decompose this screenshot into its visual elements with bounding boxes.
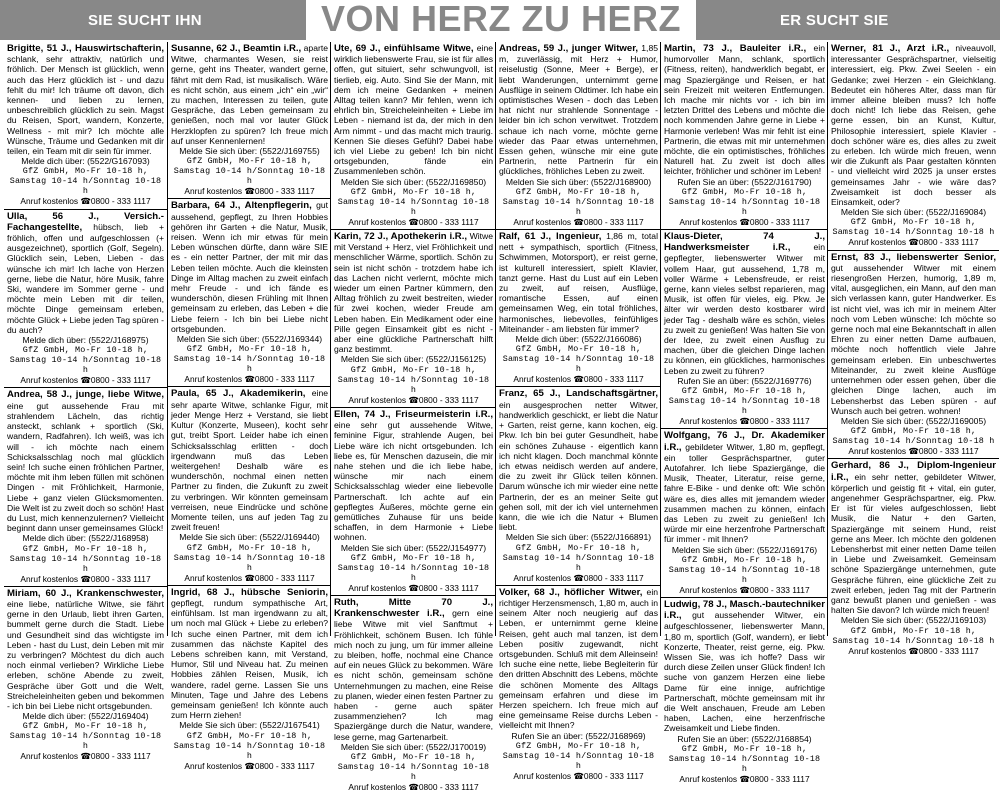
agency-hours: Samstag 10-14 h/Sonntag 10-18 h <box>502 750 655 771</box>
agency-hours: Samstag 10-14 h/Sonntag 10-18 h <box>173 166 326 187</box>
agency-hours: Samstag 10-14 h/Sonntag 10-18 h <box>668 753 821 774</box>
agency-name: GfZ GmbH, Mo-Fr 10-18 h, <box>186 542 313 553</box>
ad-reference: Melden Sie sich über: (5522/J166891) <box>505 532 652 543</box>
agency-phone[interactable]: Anruf kostenlos ☎0800 - 333 1117 <box>848 446 979 457</box>
ad-reference: Melde dich über: (5522/J166086) <box>515 334 642 345</box>
ad-headline: Miriam, 60 J., Krankenschwester, <box>7 587 164 599</box>
agency-hours: Samstag 10-14 h/Sonntag 10-18 h <box>337 374 490 395</box>
ad-column-4 <box>495 42 661 781</box>
ad-column-5 <box>660 42 828 784</box>
ad-reference: Melden Sie sich über: (5522/J169103) <box>840 615 987 626</box>
classified-ad <box>4 42 167 210</box>
ad-headline: Brigitte, 51 J., Hauswirtschafterin, <box>7 43 164 54</box>
classified-ad <box>496 230 661 387</box>
ad-headline: Gerhard, 86 J., Diplom-Ingenieur i.R., <box>831 460 996 483</box>
classified-ad <box>661 42 828 230</box>
ad-reference: Melde Sie sich über: (5522/J167541) <box>179 720 320 731</box>
agency-hours: Samstag 10-14 h/Sonntag 10-18 h <box>668 396 821 417</box>
agency-name: GfZ GmbH, Mo-Fr 10-18 h, <box>22 543 149 554</box>
ad-text: 1,86 m, total nett + sympathisch, sportlich (Fitness, Schwimmen, Motorsport), er reist gerne, ist kulturell interessiert, spielt Klavier, tanzt gerne. Hast du Lust auf ein Leben zu zweit, auf reisen, Ausflüge, romantische Essen, auf einen gemeinsamen Weg, ein total fröhliches, harmonisches, liebevolles, feinfühliges Miteinander - am liebsten für immer? <box>499 231 658 334</box>
ad-text: ein gepflegter, liebenswerter Witwer mit vollem Haar, gut aussehend, 1,78 m, voller Wärme + Lebensfreude, er reist gerne, kann vieles selbst reparieren, mag Musik, ist offen für vieles, eig. Pkw. Je älter wir werden desto kostbarer wird jeder Tag - deshalb wäre es schön, vieles zu zweit zu genießen! Was halten Sie von der Idee, zu zweit einen Ausflug zu machen, über die gleichen Dinge lachen zu können, ein glückliches, harmonisches Leben zu zweit zu führen? <box>664 242 825 376</box>
agency-name: GfZ GmbH, Mo-Fr 10-18 h, <box>22 721 149 732</box>
agency-phone[interactable]: Anruf kostenlos ☎0800 - 333 1117 <box>348 216 479 227</box>
section-header <box>0 0 1000 40</box>
agency-name: GfZ GmbH, Mo-Fr 10-18 h, <box>850 625 977 636</box>
classified-ad <box>661 598 828 786</box>
agency-name: GfZ GmbH, Mo-Fr 10-18 h, <box>515 740 642 751</box>
ad-reference: Rufen Sie an über: (5522/J169776) <box>677 375 812 386</box>
ad-headline: Ruth, Mitte 70 J., Krankenschwester i.R., <box>334 596 493 620</box>
ad-column-2 <box>167 42 331 771</box>
classified-ad <box>331 596 496 794</box>
agency-name: GfZ GmbH, Mo-Fr 10-18 h, <box>22 345 149 356</box>
agency-phone[interactable]: Anruf kostenlos ☎0800 - 333 1117 <box>679 216 810 227</box>
ad-headline: Ralf, 61 J., Ingenieur, <box>499 231 602 243</box>
agency-name: GfZ GmbH, Mo-Fr 10-18 h, <box>850 426 977 437</box>
ad-headline: Andrea, 58 J., junge, liebe Witwe, <box>7 389 164 401</box>
header-left-label: SIE SUCHT IHN <box>88 12 202 29</box>
ad-reference: Rufen Sie an über: (5522/J161790) <box>677 176 812 187</box>
agency-phone[interactable]: Anruf kostenlos ☎0800 - 333 1117 <box>348 394 479 405</box>
ad-headline: Ernst, 83 J., liebenswerter Senior, <box>831 251 996 263</box>
ad-headline: Volker, 68 J., höflicher Witwer, <box>499 586 643 598</box>
header-title-box <box>306 0 696 40</box>
agency-phone[interactable]: Anruf kostenlos ☎0800 - 333 1117 <box>513 374 644 385</box>
ad-text: ein sehr netter, gebildeter Witwer, körperlich und geistig fit + vital, ein guter, angenehmer Gesprächspartner, eig. Pkw. Er ist für vieles aufgeschlossen, liebt Musik, die Natur + den Garten, Spaziergänge mit seinem Hund, reist gerne ans Meer. Ich möchte den goldenen Lebensherbst mit einer netten Dame teilen in Liebe und Zweisamkeit. Gemeinsam schöne Spaziergänge unternehmen, gute Gespräche führen, eine glückliche Zeit zu zweit erleben, jeden Tag mit der Partnerin ganz bewußt planen und genießen - was halten Sie davon? Ich würde mich freuen! <box>831 471 996 616</box>
agency-name: GfZ GmbH, Mo-Fr 10-18 h, <box>681 743 808 754</box>
agency-hours: Samstag 10-14 h/Sonntag 10-18 h <box>337 562 490 583</box>
agency-hours: Samstag 10-14 h/Sonntag 10-18 h <box>668 196 821 217</box>
agency-hours: Samstag 10-14 h/Sonntag 10-18 h <box>9 731 162 752</box>
ad-text: eine liebe, natürliche Witwe, sie fährt gerne in den Urlaub, liebt ihren Garten, bummelt gerne durch die Stadt. Liebe und Gesundheit sind das wichtigste im Leben - hast du Lust, dein Leben mit mir zu verbringen? Möchtest du dich auch noch einmal verlieben? Wirkliche Liebe erleben, schöne Abende zu zweit, Gespräche über Gott und die Welt, Streicheleinheiten geben und bekommen - ich bin bei Liebe nicht ortsgebunden. <box>7 598 164 711</box>
agency-name: GfZ GmbH, Mo-Fr 10-18 h, <box>350 751 477 762</box>
agency-name: GfZ GmbH, Mo-Fr 10-18 h, <box>681 186 808 197</box>
agency-phone[interactable]: Anruf kostenlos ☎0800 - 333 1117 <box>184 572 315 583</box>
ad-headline: Werner, 81 J., Arzt i.R., <box>831 43 950 54</box>
ad-text: gebildeter Witwer, 1,80 m, gepflegt, ein toller Gesprächspartner, guter Autofahrer. Ich liebe Spaziergänge, die Musik, Theater, Literatur, reise gerne, fahre E-Bike - und denke oft: Wie schön wäre es, dies alles mit jemandem wieder zusammen machen zu können, einfach das Leben zu zweit zu genießen! Ich würde mir eine herzenfrohe Partnerschaft für immer - mit Ihnen? <box>664 441 825 545</box>
ad-reference: Melden Sie sich über: (5522/J169344) <box>176 334 323 345</box>
classified-ad <box>496 387 661 585</box>
agency-phone[interactable]: Anruf kostenlos ☎0800 - 333 1117 <box>679 584 810 595</box>
ad-headline: Andreas, 59 J., junger Witwer, <box>499 43 639 54</box>
agency-hours: Samstag 10-14 h/Sonntag 10-18 h <box>668 564 821 585</box>
agency-name: GfZ GmbH, Mo-Fr 10-18 h, <box>681 386 808 397</box>
ad-text: Witwe mit Verstand + Herz, viel Fröhlichkeit und menschlicher Wärme, sportlich. Schön zu sein ist nicht schön - trotzdem habe ich das Lachen nicht verlernt, möchte mich wieder um einen Partner kümmern, den Alltag fröhlich zu zweit bestreiten, wieder für zwei kochen, wieder Freude am Leben haben. Ein Medikament oder eine Pille gegen Einsamkeit gibt es nicht - aber eine glückliche Partnerschaft hilft ganz bestimmt. <box>334 231 493 355</box>
ad-text: 1,85 m, zuverlässig, mit Herz + Humor, reiselustig (Sonne, Meer + Berge), er liebt Wanderungen, unternimmt gerne Ausflüge in seinem Oldtimer. Ich habe ein optimistisches Wesen - doch das Leben hat nicht nur strahlende Sonnentage - leider bin ich schon verwitwet. Trotzdem schaue ich nach vorne, möchte gerne wieder das Paar etwas unternehmen, Essen gehen, wünsche mir eine gute Partnerin, nette Partnerin für ein glückliches, fröhliches Leben zu zweit. <box>499 43 659 177</box>
ad-headline: Martin, 73 J., Bauleiter i.R., <box>664 43 807 54</box>
agency-name: GfZ GmbH, Mo-Fr 10-18 h, <box>350 186 477 197</box>
agency-phone[interactable]: Anruf kostenlos ☎0800 - 333 1117 <box>848 237 979 248</box>
classified-ad <box>661 230 828 429</box>
agency-phone[interactable]: Anruf kostenlos ☎0800 - 333 1117 <box>348 781 479 792</box>
classified-ad <box>4 388 167 586</box>
agency-hours: Samstag 10-14 h/Sonntag 10-18 h <box>832 227 995 238</box>
ad-headline: Ulla, 56 J., Versich.-Fachangestellte, <box>7 210 164 233</box>
ad-text: aparte Witwe, charmantes Wesen, sie reist gerne, geht ins Theater, wandert gerne, fährt mit dem Rad, ist musikalisch. Wäre es nicht schön, aus einem „ich“ ein „wir“ zu machen, Interessen zu teilen, gute Gespräche, das Leben gemeinsam zu genießen, noch mal vor lauter Glück Herzklopfen zu spüren? Ich freue mich auf unser Kennenlernen! <box>171 43 329 146</box>
ad-headline: Ute, 69 J., einfühlsame Witwe, <box>334 43 474 54</box>
ad-reference: Melden Sie sich über: (5522/J170019) <box>340 741 487 752</box>
ad-text: schlank, sehr attraktiv, natürlich und fröhlich. Der Mensch ist glücklich, wenn auch das Herz glücklich ist - und dazu fehlt du mir! Ich träume oft davon, dich kennen- und lieben zu lernen, unbeschreiblich glücklich zu sein. Magst du Reisen, Sport, wandern, Konzerte, Wellness - mit mir? Ich möchte alle Wünsche, Träume und Gedanken mit dir teilen, ein Team mit dir sein für immer. <box>7 54 164 157</box>
agency-phone[interactable]: Anruf kostenlos ☎0800 - 333 1117 <box>679 773 810 784</box>
ad-reference: Melden Sie sich über: (5522/J169176) <box>671 544 818 555</box>
agency-phone[interactable]: Anruf kostenlos ☎0800 - 333 1117 <box>20 375 151 386</box>
ad-headline: Ingrid, 68 J., hübsche Seniorin, <box>171 586 328 598</box>
header-right-label: ER SUCHT SIE <box>780 12 889 29</box>
header-title: VON HERZ ZU HERZ <box>320 0 681 39</box>
ad-column-1 <box>4 42 167 762</box>
ad-text: niveauvoll, interessanter Gesprächspartner, vielseitig interessiert, eig. Pkw. Zwei Seelen - ein Gedanke; zwei Herzen - ein Gleichklang. Bedeutet ein höheres Alter, dass man für immer alleine bleiben muss? Ich hoffe doch nicht! Ich liebe das Reisen, gehe gerne essen, bin an Kunst, Kultur, Philosophie interessiert, spiele Klavier - doch schöner wäre es, dies alles zu zweit zu erleben. Ich würde mich freuen, wenn wir die Zukunft als Paar gestalten könnten - und vielleicht wird 2025 ja unser erstes gemeinsames Jahr - wie wäre das? Zweisamkeit ist doch besser als Einsamkeit, oder? <box>831 43 997 208</box>
ad-reference: Melden Sie sich über: (5522/J168900) <box>505 176 652 187</box>
agency-phone[interactable]: Anruf kostenlos ☎0800 - 333 1117 <box>20 573 151 584</box>
agency-name: GfZ GmbH, Mo-Fr 10-18 h, <box>186 156 313 167</box>
ad-column-6 <box>827 42 999 656</box>
agency-phone[interactable]: Anruf kostenlos ☎0800 - 333 1117 <box>679 416 810 427</box>
ad-headline: Karin, 72 J., Apothekerin i.R., <box>334 231 468 243</box>
ad-reference: Melde dich über: (5522/G167093) <box>21 156 150 167</box>
agency-phone[interactable]: Anruf kostenlos ☎0800 - 333 1117 <box>848 645 979 656</box>
agency-name: GfZ GmbH, Mo-Fr 10-18 h, <box>350 552 477 563</box>
ad-text: gepflegt, rundum sympathische Art, einfühlsam. Ist man irgendwann zu alt, um noch mal Glück + Liebe zu erleben? Ich suche einen Partner, mit dem ich zusammen das nächste Kapitel des Lebens schreiben kann, mit Verstand, Humor, Stil und Niveau hat. Zu meinen Hobbies zählen Reisen, Musik, ich wandere, radel gerne. Lassen Sie uns Minuten, Tage und Jahre des Lebens gemeinsam genießen! Ich könnte auch zum Herrn ziehen! <box>171 597 328 721</box>
classified-ad <box>496 586 661 783</box>
ad-reference: Melde dich über: (5522/J169404) <box>22 711 149 722</box>
ad-reference: Melden Sie sich über: (5522/J156125) <box>340 354 487 365</box>
agency-name: GfZ GmbH, Mo-Fr 10-18 h, <box>515 542 642 553</box>
agency-hours: Samstag 10-14 h/Sonntag 10-18 h <box>173 354 326 375</box>
agency-name: GfZ GmbH, Mo-Fr 10-18 h, <box>186 730 313 741</box>
ad-text: eine wirklich liebenswerte Frau, sie ist für alles offen, gut situiert, sehr schwungvoll, ist tierlieb, eig. Auto. Sind Sie der Mann, mit dem ich meine Gedanken + meinen Alltag teilen kann? Mir fehlen, wenn ich ehrlich bin, Streicheleinheiten + Liebe im Leben - niemand ist da, der mich in den Arm nimmt - und das macht mich traurig. Kennen Sie dieses Gefühl? Dabei habe ich viel Liebe zu geben! Ich bin nicht ortsgebunden, fände ein Zusammenleben schön. <box>334 43 493 177</box>
ad-headline: Paula, 65 J., Akademikerin, <box>171 388 306 400</box>
classified-ad <box>4 587 167 764</box>
ad-column-3 <box>330 42 496 792</box>
ad-reference: Melde dich über: (5522/J168975) <box>22 335 149 346</box>
agency-name: GfZ GmbH, Mo-Fr 10-18 h, <box>186 344 313 355</box>
agency-phone[interactable]: Anruf kostenlos ☎0800 - 333 1117 <box>184 186 315 197</box>
ad-reference: Melden Sie sich über: (5522/J169005) <box>840 415 987 426</box>
ad-text: ein richtiger Herzensmensch, 1,80 m, auch in seinem Alter noch neugierig auf das Leben, er unternimmt gerne kleine Reisen, geht auch mal tanzen, ist dem Leben positiv zugewandt, nicht ortsgebunden. Schluß mit dem Alleinsein! Ich suche eine nette, liebe Begleiterin für den dritten Abschnitt des Lebens, möchte die schönen Momente des Alltags gemeinsam erfahren und diese im Herzen speichern. Ich freue mich auf eine gemeinsame Reise durchs Leben - vielleicht mit Ihnen? <box>499 586 659 731</box>
agency-hours: Samstag 10-14 h/Sonntag 10-18 h <box>9 355 162 376</box>
classified-ad <box>331 230 496 408</box>
agency-name: GfZ GmbH, Mo-Fr 10-18 h, <box>350 364 477 375</box>
agency-name: GfZ GmbH, Mo-Fr 10-18 h, <box>850 217 977 228</box>
agency-phone[interactable]: Anruf kostenlos ☎0800 - 333 1117 <box>513 572 644 583</box>
ad-reference: Melden Sie sich über: (5522/J169850) <box>340 176 487 187</box>
agency-hours: Samstag 10-14 h/Sonntag 10-18 h <box>173 552 326 573</box>
agency-hours: Samstag 10-14 h/Sonntag 10-18 h <box>9 553 162 574</box>
ad-text: eine gut aussehende Frau mit strahlendem Lächeln, das richtig ansteckt, schlank + sportlich (Ski, wandern, Radfahren). Ich weiß, was ich will - ich möchte nach einem Schicksalsschlag noch mal glücklich sein! Ich suche einen fröhlichen Partner, möchte mit ihm leben füllen mit schönen Dingen - mit Fröhlichkeit, Harmonie, Liebe + ganz vielen Glücksmomenten. Die Welt ist zu zweit doch so schön! Hast du Lust, mich kennenzulernen? Vielleicht beginnt dann unser gemeinsames Glück! <box>7 400 164 534</box>
agency-name: GfZ GmbH, Mo-Fr 10-18 h, <box>515 344 642 355</box>
classified-ad <box>4 210 167 389</box>
classified-ad <box>168 199 331 387</box>
classified-ad <box>496 42 661 230</box>
agency-phone[interactable]: Anruf kostenlos ☎0800 - 333 1117 <box>348 582 479 593</box>
ad-headline: Klaus-Dieter, 74 J., Handwerksmeister i.R., <box>664 231 825 254</box>
classified-ad <box>168 387 331 585</box>
agency-phone[interactable]: Anruf kostenlos ☎0800 - 333 1117 <box>184 760 315 771</box>
ad-text: ein humorvoller Mann, schlank, sportlich (Fitness, reiten), handwerklich begabt, er mag Spaziergänge und Reisen, er hat sein Freizeit mit weiteren Entfernungen. Ich mache mir nichts vor - ich bin im letzten Drittel des Lebens und möchte die noch kommenden Jahre gerne in Liebe + Harmonie verleben! Was mir fehlt ist eine Partnerin, die etwas mit mir unternehmen möchte, die ein optimistisches, fröhliches Naturell hat. Zu zweit ist doch alles leichter, fröhlicher und schöner im Leben! <box>664 43 826 177</box>
ad-text: gern eine liebe Witwe mit viel Sanftmut + Fröhlichkeit, schönem Busen. Ich fühle mich noch zu jung, um für immer alleine zu bleiben, hoffe, nochmal eine Chance auf ein neues Glück zu bekommen. Wäre es nicht schön, gemeinsam schöne Unternehmungen zu machen, eine Reise zu planen, wieder einen festen Partner zu haben - gerne auch später zusammenziehen? Ich mag Spaziergänge durch die Natur, wandere, lese gerne, mag Gartenarbeit. <box>334 608 493 742</box>
classified-ad <box>331 408 496 596</box>
classified-ad <box>828 42 999 251</box>
agency-hours: Samstag 10-14 h/Sonntag 10-18 h <box>832 436 995 447</box>
classified-ad <box>168 42 331 199</box>
ad-text: ein ausgesprochen netter Witwer, handwerklich geschickt, er liebt die Natur + Garten, reist gerne, kann kochen, eig. Pkw. Ich bin bei guter Gesundheit, habe ein schönes Zuhause - eigentlich kann ich nicht klagen. Doch manchmal könnte ich etwas neidisch werden auf andere, die zu zweit ihr Glück teilen können. Darum wünsche ich mir wieder eine nette Partnerin, der es an meiner Seite gut gehen soll, mit der ich viel unternehmen kann, die wie ich die Natur + Blumen liebt. <box>499 399 658 533</box>
ad-text: eine sehr aparte Witwe, schlanke Figur, mit jeder Menge Herz + Verstand, sie liebt Kultur (Konzerte, Museen), kocht sehr gut, treibt Sport. Leider habe ich einen Schicksalsschlag erlitten - doch irgendwann muß das Leben weitergehen! Deshalb wäre es wunderschön, nochmal einen netten Partner zu finden, die Zukunft zu zweit zu verbringen. Wir könnten gemeinsam verreisen, neue Eindrücke und schöne Momente teilen, uns auf jeden Tag zu zweit freuen! <box>171 388 329 533</box>
agency-phone[interactable]: Anruf kostenlos ☎0800 - 333 1117 <box>184 374 315 385</box>
ad-headline: Ellen, 74 J., Friseurmeisterin i.R., <box>334 408 493 420</box>
classified-ad <box>828 459 999 657</box>
agency-hours: Samstag 10-14 h/Sonntag 10-18 h <box>173 740 326 761</box>
agency-name: GfZ GmbH, Mo-Fr 10-18 h, <box>515 186 642 197</box>
ad-headline: Franz, 65 J., Landschaftsgärtner, <box>499 388 658 400</box>
agency-name: GfZ GmbH, Mo-Fr 10-18 h, <box>681 554 808 565</box>
agency-hours: Samstag 10-14 h/Sonntag 10-18 h <box>9 176 162 197</box>
agency-phone[interactable]: Anruf kostenlos ☎0800 - 333 1117 <box>20 751 151 762</box>
agency-hours: Samstag 10-14 h/Sonntag 10-18 h <box>337 196 490 217</box>
ad-text: gut aussehend, gepflegt, zu Ihren Hobbies gehören ihr Garten + die Natur, Musik, reisen. Wenn ich mir etwas für mein Leben wünschen dürfte, dann wäre SIE es - ein netter Partner, der mit mir das Leben teilen möchte. Auch die kleinsten Dinge im Alltag machen zu zweit einfach mehr Freude - und ich fände es wunderschön, diesen Frühling mit Ihnen gemeinsam zu erleben, das Leben + die Liebe feiern - Ich bin bei Liebe nicht ortsgebunden. <box>171 200 329 334</box>
agency-hours: Samstag 10-14 h/Sonntag 10-18 h <box>832 635 995 646</box>
ad-text: eine sehr gut aussehende Witwe, feminine Figur, strahlende Augen, bei Liebe wäre ich nicht ortsgebunden. Ich liebe es, für Menschen dazusein, die mir nahe stehen und die ich liebe habe, wünsche mir nach einem Schicksalsschlag wieder eine liebevolle Partnerschaft. Ich achte auf ein gepflegtes Äußeres, möchte gerne ein gemütliches Zuhause für uns beide schaffen, in dem Harmonie + Liebe wohnen. <box>334 420 493 543</box>
agency-phone[interactable]: Anruf kostenlos ☎0800 - 333 1117 <box>513 770 644 781</box>
ad-reference: Melden Sie sich über: (5522/J169084) <box>840 207 987 218</box>
ad-reference: Rufen Sie an über: (5522/J168969) <box>511 730 646 741</box>
ad-text: gut aussehender Witwer mit einem riesengroßen Herzen, humorig, 1,89 m, vital, ausgeglichen, ein Mann, auf den man sich verlassen kann, guter Handwerker. Es ist nicht viel, was ich mir in meinem Alter noch vom Leben wünsche: Ich möchte so gerne noch mal eine Bekanntschaft in allen Ehren zu einer netten Dame aufbauen, möchte noch hoffentlich viele Jahre gemeinsam erleben. Ein unbeschwertes Miteinander, zu zweit kleine Ausflüge unternehmen oder essen gehen, über die gleichen Dinge lachen, auch im Lebensherbst das Leben spüren - auf Wunsch auch bei getren. wohnen! <box>831 262 996 416</box>
ad-reference: Melden Sie sich über: (5522/J154977) <box>340 542 487 553</box>
ad-reference: Melde dich über: (5522/J168958) <box>22 533 149 544</box>
agency-hours: Samstag 10-14 h/Sonntag 10-18 h <box>502 354 655 375</box>
agency-hours: Samstag 10-14 h/Sonntag 10-18 h <box>502 552 655 573</box>
ad-reference: Melde Sie sich über: (5522/J169755) <box>179 146 320 157</box>
ad-headline: Susanne, 62 J., Beamtin i.R., <box>171 43 302 54</box>
agency-hours: Samstag 10-14 h/Sonntag 10-18 h <box>337 761 490 782</box>
classified-ad <box>661 429 828 598</box>
classified-ad <box>828 251 999 460</box>
ad-headline: Wolfgang, 76 J., Dr. Akademiker i.R., <box>664 430 825 453</box>
agency-phone[interactable]: Anruf kostenlos ☎0800 - 333 1117 <box>20 196 151 207</box>
ad-headline: Barbara, 64 J., Altenpflegerin, <box>171 200 312 212</box>
ad-text: hübsch, lieb + fröhlich, offen und aufgeschlossen (+ ausgezeichnet), sportlich (Golf, Segeln). Glücklich sein, Leben, Lieben - das wünsche ich mir! Ich lache von Herzen gerne, liebe die Natur, höre Musik, fahre Ski, wandere im Sommer gerne - und möchte mein Leben mit dir teilen, möchte Dinge gemeinsam erleben, möchte Glück + Liebe jeden Tag spüren - du auch? <box>7 221 164 335</box>
ad-headline: Ludwig, 78 J., Masch.-bautechniker i.R., <box>664 598 825 622</box>
agency-phone[interactable]: Anruf kostenlos ☎0800 - 333 1117 <box>513 216 644 227</box>
agency-hours: Samstag 10-14 h/Sonntag 10-18 h <box>502 196 655 217</box>
ads-columns <box>4 42 998 792</box>
ad-text: gut aussehender Witwer, ein aufgeschlossener, liebenswerter Mann, 1,80 m, sportlich (Golf, wandern), er liebt Konzerte, Theater, reist gerne, eig. Pkw. Wissen Sie, was ich hoffe? Dass wir durch diese Zeilen unser Glück finden! Ich suche von ganzem Herzen eine liebe Dame für eine innige, aufrichtige Partnerschaft, möchte gemeinsam mit ihr die Welt anschauen, Freude am Leben haben, Lachen, eine herzenfrische Zweisamkeit und Liebe finden. <box>664 610 826 734</box>
ad-reference: Rufen Sie an über: (5522/J168854) <box>677 733 812 744</box>
classified-ad <box>331 42 496 230</box>
ad-reference: Melde Sie sich über: (5522/J169440) <box>179 532 320 543</box>
classified-ad <box>168 586 331 773</box>
agency-name: GfZ GmbH, Mo-Fr 10-18 h, <box>22 166 149 177</box>
